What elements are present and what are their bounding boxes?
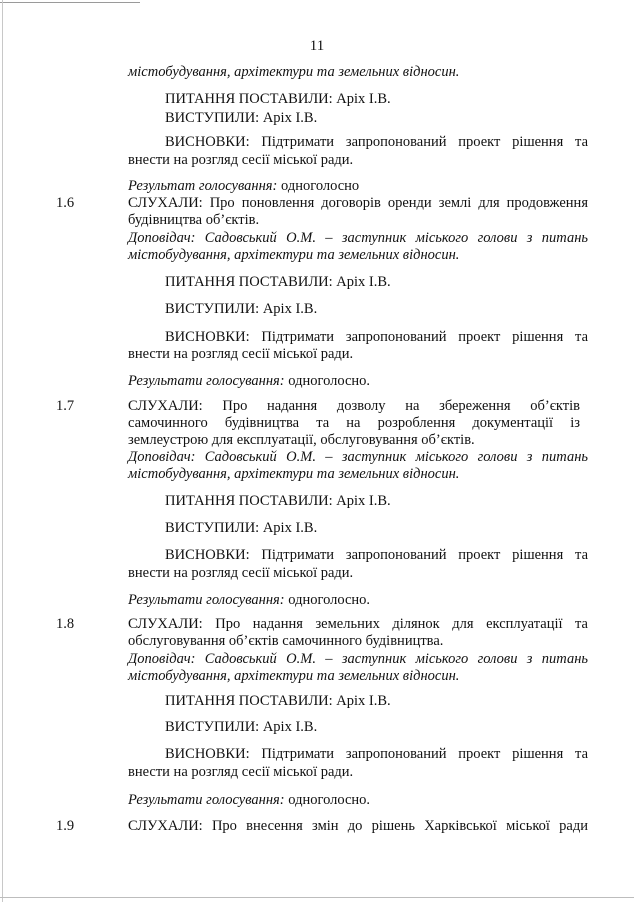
vote-result-label: Результат голосування: — [128, 178, 278, 194]
conclusion-line-1: ВИСНОВКИ: Підтримати запропонований проект рішення та — [165, 547, 588, 563]
conclusion-line-2: внести на розгляд сесії міської ради. — [128, 764, 354, 780]
vote-result-label: Результати голосування: — [128, 373, 285, 389]
speaker-line-2: містобудування, архітектури та земельних відносин. — [128, 668, 460, 684]
speaker-line-2: містобудування, архітектури та земельних відносин. — [128, 247, 460, 263]
speaker-continuation: містобудування, архітектури та земельних відносин. — [128, 64, 460, 80]
conclusion-line-2: внести на розгляд сесії міської ради. — [128, 565, 354, 581]
vote-result-label: Результати голосування: — [128, 592, 285, 608]
heard-line-2: обслуговування об’єктів самочинного будівництва. — [128, 633, 444, 649]
vote-result-value: одноголосно. — [284, 373, 371, 389]
item-number: 1.7 — [56, 398, 75, 414]
conclusion-line-1: ВИСНОВКИ: Підтримати запропонований проект рішення та — [165, 329, 588, 345]
vote-result — [128, 178, 359, 195]
spoke-line: ВИСТУПИЛИ: Аріх І.В. — [165, 520, 318, 536]
spoke-line: ВИСТУПИЛИ: Аріх І.В. — [165, 110, 318, 126]
scan-edge-bottom — [0, 897, 634, 898]
page-number: 11 — [309, 38, 325, 54]
heard-line-1: СЛУХАЛИ: Про поновлення договорів оренди землі для продовження — [128, 195, 588, 211]
speaker-line-1: Доповідач: Садовський О.М. – заступник міського голови з питань — [128, 651, 588, 667]
item-number: 1.9 — [56, 818, 75, 834]
conclusion-line-1: ВИСНОВКИ: Підтримати запропонований проект рішення та — [165, 746, 588, 762]
raised-line: ПИТАННЯ ПОСТАВИЛИ: Аріх І.В. — [165, 693, 391, 709]
conclusion-line-1: ВИСНОВКИ: Підтримати запропонований проект рішення та — [165, 134, 588, 150]
heard-line-3: землеустрою для експлуатації, обслуговування об’єктів. — [128, 432, 475, 448]
speaker-line-1: Доповідач: Садовський О.М. – заступник міського голови з питань — [128, 449, 588, 465]
vote-result-value: одноголосно. — [284, 592, 371, 608]
heard-line-1: СЛУХАЛИ: Про надання земельних ділянок для експлуатації та — [128, 616, 588, 632]
heard-line-2: самочинного будівництва та на розроблення документації із — [128, 415, 580, 431]
heard-line-1: СЛУХАЛИ: Про надання дозволу на збереження об’єктів — [128, 398, 580, 414]
conclusion-line-2: внести на розгляд сесії міської ради. — [128, 152, 354, 168]
heard-line-1: СЛУХАЛИ: Про внесення змін до рішень Харківської міської ради — [128, 818, 588, 834]
vote-result-value: одноголосно. — [284, 792, 371, 808]
heard-line-2: будівництва об’єктів. — [128, 212, 260, 228]
raised-line: ПИТАННЯ ПОСТАВИЛИ: Аріх І.В. — [165, 493, 391, 509]
spoke-line: ВИСТУПИЛИ: Аріх І.В. — [165, 719, 318, 735]
item-number: 1.8 — [56, 616, 75, 632]
vote-result-value: одноголосно — [277, 178, 360, 194]
vote-result — [128, 792, 370, 809]
vote-result-label: Результати голосування: — [128, 792, 285, 808]
item-number: 1.6 — [56, 195, 75, 211]
speaker-line-1: Доповідач: Садовський О.М. – заступник міського голови з питань — [128, 230, 588, 246]
vote-result — [128, 373, 370, 390]
scan-edge-top — [0, 2, 140, 3]
raised-line: ПИТАННЯ ПОСТАВИЛИ: Аріх І.В. — [165, 274, 391, 290]
conclusion-line-2: внести на розгляд сесії міської ради. — [128, 346, 354, 362]
scan-edge-left — [2, 0, 3, 902]
speaker-line-2: містобудування, архітектури та земельних відносин. — [128, 466, 460, 482]
raised-line: ПИТАННЯ ПОСТАВИЛИ: Аріх І.В. — [165, 91, 391, 107]
vote-result — [128, 592, 370, 609]
spoke-line: ВИСТУПИЛИ: Аріх І.В. — [165, 301, 318, 317]
